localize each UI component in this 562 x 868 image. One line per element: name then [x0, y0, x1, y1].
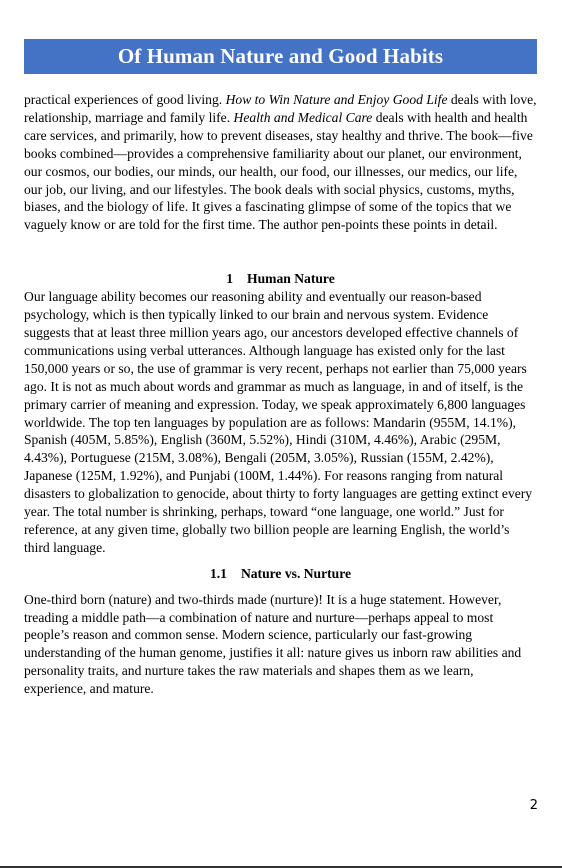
page-content — [24, 91, 537, 698]
section-1-body: Our language ability becomes our reasoning ability and eventually our reason-based psychology, which is then typically linked to our brain and nervous system. Evidence suggests that at least three million years ago, our ancestors developed effective channels of communications using verbal utterances. Although language has existed only for the last 150,000 years or so, the use of grammar is very recent, perhaps not earlier than 75,000 years ago. It is not as much about words and grammar as much as language, in and of itself, is the primary carrier of meaning and expression. Today, we speak approximately 6,800 languages worldwide. The top ten languages by population are as follows: Mandarin (955M, 14.1%), Spanish (405M, 5.85%), English (360M, 5.52%), Hindi (310M, 4.46%), Arabic (295M, 4.43%), Portuguese (215M, 3.08%), Bengali (205M, 3.05%), Russian (155M, 2.42%), Japanese (125M, 1.92%), and Punjabi (100M, 1.44%). For reasons ranging from natural disasters to globalization to genocide, about thirty to forty languages are getting extinct every year. The total number is shrinking, perhaps, toward “one language, one world.” Just for reference, at any given time, globally two billion people are learning English, the world’s third language. — [24, 289, 533, 555]
section-1-1-title: Nature vs. Nurture — [240, 565, 352, 581]
chapter-header-band — [24, 39, 537, 74]
intro-text-1: practical experiences of good living. — [24, 92, 226, 107]
section-1-title: Human Nature — [247, 271, 335, 287]
section-1-1-heading — [24, 565, 537, 583]
section-1-1-body: One-third born (nature) and two-thirds made (nurture)! It is a huge statement. However, treading a middle path—a combination of nature and nurture—perhaps appeal to most people’s reason and common sense. Modern science, particularly our fast-growing understanding of the human genome, justifies it all: nature gives us inborn raw abilities and personality traits, and nurture takes the raw materials and shapes them as we learn, experience, and mature. — [24, 591, 522, 697]
spacer — [24, 583, 537, 591]
book-title-italic-1: How to Win Nature and Enjoy Good Life — [225, 92, 448, 107]
chapter-title: Of Human Nature and Good Habits — [117, 44, 444, 68]
intro-text-3: deals with health and health care services, and primarily, how to prevent diseases, stay healthy and thrive. The book—five books combined—provides a comprehensive familiarity about our planet, our environment, our cosmos, our bodies, our minds, our health, our food, our illnesses, our medics, our life, our job, our living, and our lifestyles. The book deals with social physics, customs, myths, biases, and the biology of life. It gives a fascinating glimpse of some of the topics that we vaguely know or are told for the first time. The author pen-points these points in detail. — [24, 109, 533, 233]
spacer — [24, 234, 537, 270]
section-1-1-number: 1.1 — [209, 565, 227, 581]
page-number: 2 — [529, 798, 538, 813]
section-1-number: 1 — [226, 271, 234, 287]
spacer — [24, 557, 537, 565]
section-1-heading — [24, 270, 537, 288]
intro-paragraph — [24, 91, 537, 234]
intro-text-2: deals with love, relationship, marriage and family life. — [24, 92, 537, 125]
book-title-italic-2: Health and Medical Care — [233, 109, 373, 125]
